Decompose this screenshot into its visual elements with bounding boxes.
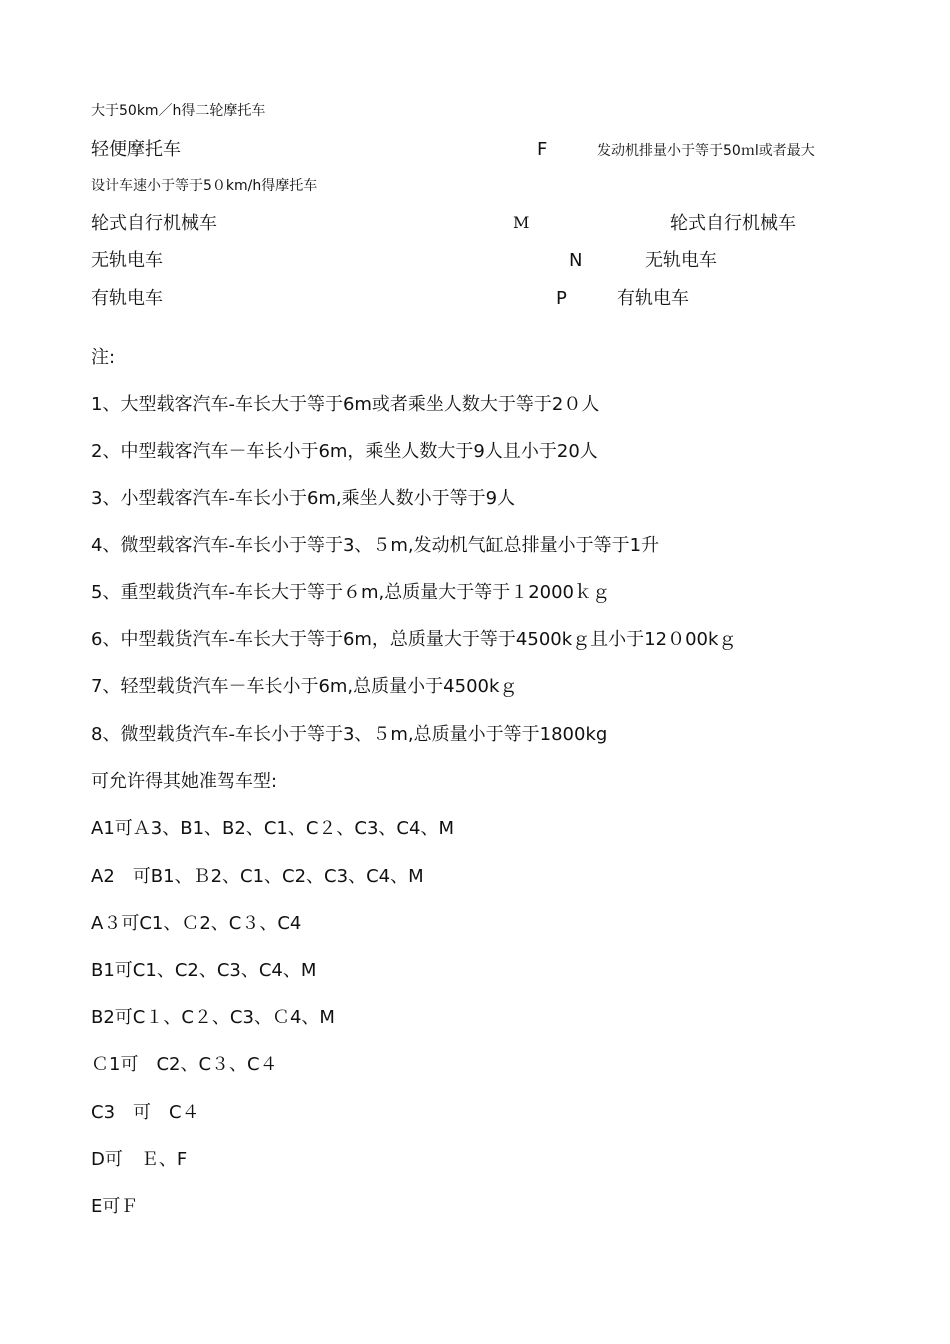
table-row-code: F (537, 139, 548, 160)
table-row-name: 有轨电车 (91, 288, 163, 309)
permit-item: B2可C１、C２、C3、Ｃ4、M (91, 1007, 335, 1028)
notes-heading: 注: (91, 347, 116, 368)
table-row-desc: 无轨电车 (645, 250, 717, 271)
note-item: 8、微型载货汽车-车长小于等于3、５m,总质量小于等于1800kg (91, 724, 608, 745)
note-item: 6、中型载货汽车-车长大于等于6m，总质量大于等于4500kｇ且小于12０00kｇ (91, 629, 737, 650)
table-row-code: M (513, 213, 530, 232)
permit-item: C3 可 C４ (91, 1102, 200, 1123)
table-row-name: 轻便摩托车 (91, 139, 181, 160)
permit-item: B1可C1、C2、C3、C4、M (91, 960, 317, 981)
table-row-code: N (569, 250, 583, 271)
note-item: 1、大型载客汽车-车长大于等于6m或者乘坐人数大于等于2０人 (91, 394, 600, 415)
note-item: 4、微型载客汽车-车长小于等于3、５m,发动机气缸总排量小于等于1升 (91, 535, 660, 556)
note-item: 3、小型载客汽车-车长小于6m,乘坐人数小于等于9人 (91, 488, 516, 509)
table-row-code: P (556, 288, 567, 309)
permit-item: Ｃ1可 C2、C３、C４ (91, 1054, 278, 1075)
permit-item: D可 Ｅ、F (91, 1149, 188, 1170)
table-row-name: 无轨电车 (91, 250, 163, 271)
note-item: 7、轻型载货汽车－车长小于6m,总质量小于4500kｇ (91, 676, 518, 697)
table-row-desc: 发动机排量小于等于50ｍl或者最大 (597, 143, 815, 159)
permits-heading: 可允许得其她准驾车型: (91, 771, 278, 792)
permit-item: E可Ｆ (91, 1196, 139, 1217)
table-row-desc: 轮式自行机械车 (670, 213, 796, 234)
note-item: 5、重型载货汽车-车长大于等于６m,总质量大于等于１2000ｋｇ (91, 582, 611, 603)
table-row-desc: 有轨电车 (617, 288, 689, 309)
permit-item: A2 可B1、Ｂ2、C1、C2、C3、C4、M (91, 866, 424, 887)
note-item: 2、中型载客汽车－车长小于6m，乘坐人数大于9人且小于20人 (91, 441, 598, 462)
table-row-name: 轮式自行机械车 (91, 213, 217, 234)
permit-item: A３可C1、Ｃ2、C３、C4 (91, 913, 302, 934)
table-continued-desc: 大于50km／h得二轮摩托车 (91, 103, 266, 119)
table-row-desc-continued: 设计车速小于等于5０km/h得摩托车 (91, 178, 318, 194)
permit-item: A1可Ａ3、B1、B2、C1、C２、C3、C4、M (91, 818, 454, 839)
